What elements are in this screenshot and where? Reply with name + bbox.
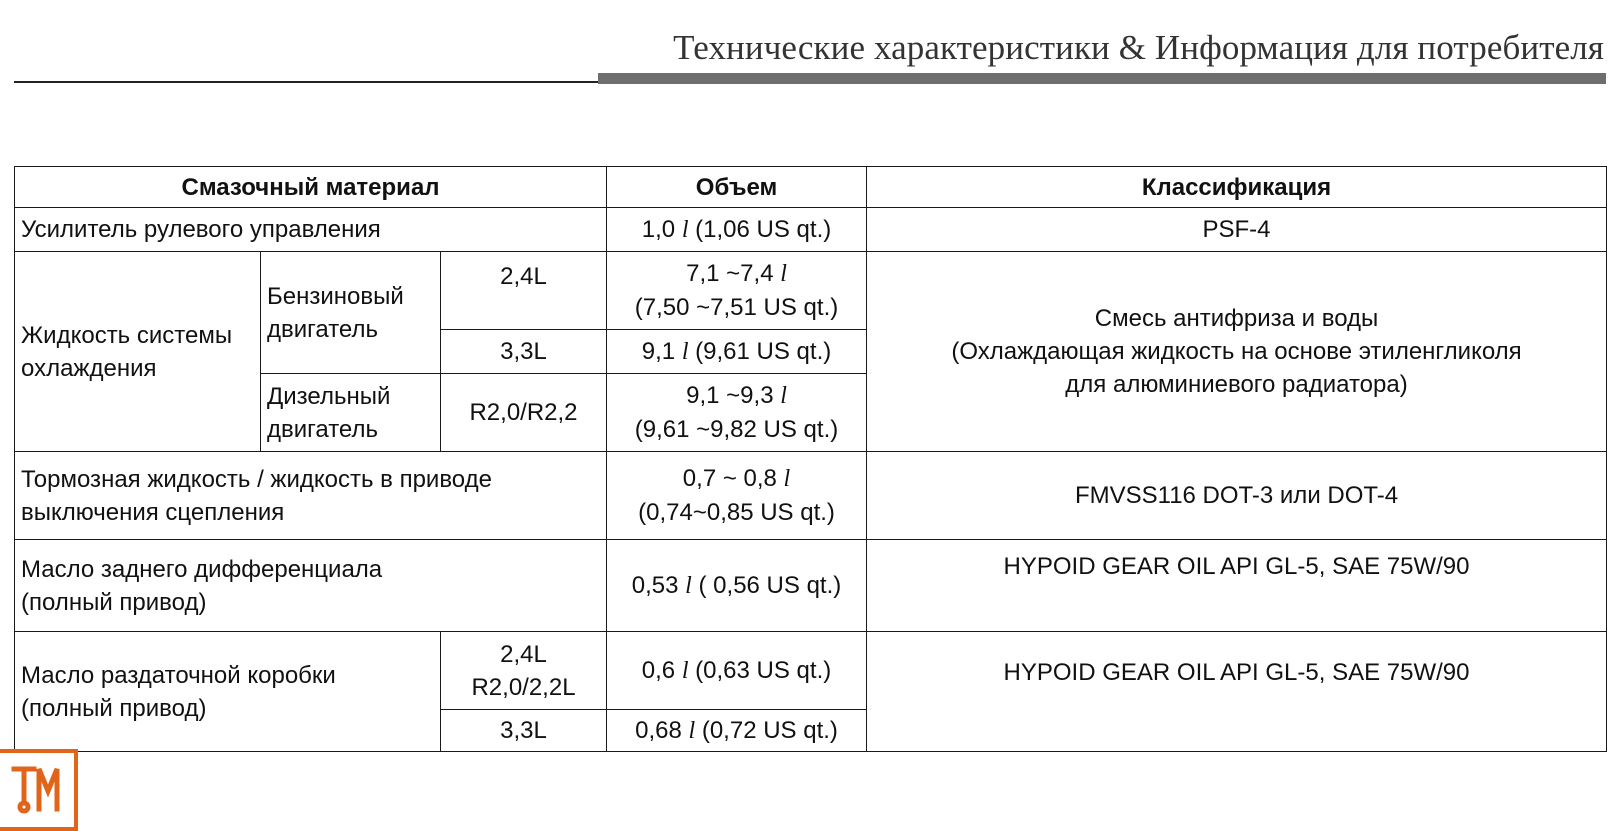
coolant-petrol-33-volume bbox=[607, 330, 867, 374]
page-title: Технические характеристики & Информация для потребителя bbox=[673, 28, 1604, 67]
coolant-petrol-engine: Бензиновый двигатель bbox=[261, 252, 441, 374]
volume-number: 0,6 bbox=[641, 656, 676, 684]
power-steering-volume bbox=[607, 208, 867, 252]
table-row-rear-diff bbox=[15, 540, 1607, 632]
transfer-case-volume-a bbox=[607, 632, 867, 710]
litre-unit: l bbox=[685, 572, 692, 599]
volume-number: 9,1 ~9,3 bbox=[686, 382, 774, 409]
power-steering-classification: PSF-4 bbox=[867, 208, 1607, 252]
table-header-row bbox=[15, 167, 1607, 208]
table-row-coolant-petrol-24 bbox=[15, 252, 1607, 330]
coolant-name: Жидкость системы охлаждения bbox=[15, 252, 261, 452]
coolant-classification-line: для алюминиевого радиатора) bbox=[1065, 371, 1408, 398]
coolant-petrol-24-volume bbox=[607, 252, 867, 330]
engine-code-line: 2,4L bbox=[500, 640, 547, 668]
volume-number: 0,7 ~ 0,8 bbox=[682, 465, 777, 492]
transfer-case-name bbox=[15, 632, 441, 752]
tm-logo-icon bbox=[8, 761, 66, 819]
litre-unit: l bbox=[780, 261, 787, 287]
volume-us: (7,50 ~7,51 US qt.) bbox=[634, 294, 839, 321]
litre-unit: l bbox=[688, 717, 696, 744]
transfer-case-name-line: (полный привод) bbox=[21, 694, 207, 722]
coolant-classification-line: Смесь антифриза и воды bbox=[1094, 305, 1379, 332]
volume-number: 7,1 ~7,4 bbox=[686, 260, 774, 287]
volume-number: 1,0 bbox=[641, 215, 676, 243]
engine-code-line: R2,0/2,2L bbox=[471, 673, 576, 701]
transfer-case-volume-b bbox=[607, 710, 867, 752]
header-rule-accent bbox=[598, 73, 1606, 84]
header-rule bbox=[14, 81, 599, 83]
coolant-diesel-volume bbox=[607, 374, 867, 452]
rear-diff-name bbox=[15, 540, 607, 632]
litre-unit: l bbox=[681, 338, 689, 365]
brake-fluid-volume bbox=[607, 452, 867, 540]
transfer-case-name-line: Масло раздаточной коробки bbox=[21, 661, 336, 689]
header-volume: Объем bbox=[607, 167, 867, 208]
header-lubricant: Смазочный материал bbox=[15, 167, 607, 208]
litre-unit: l bbox=[783, 466, 791, 492]
rear-diff-name-line: (полный привод) bbox=[21, 588, 207, 616]
volume-us: (0,63 US qt.) bbox=[695, 656, 832, 684]
brake-fluid-name: Тормозная жидкость / жидкость в приводе выключения сцепления bbox=[15, 452, 607, 540]
table-row-power-steering bbox=[15, 208, 1607, 252]
coolant-classification bbox=[867, 252, 1607, 452]
table-row-transfer-case-a bbox=[15, 632, 1607, 710]
coolant-diesel-engine-code: R2,0/R2,2 bbox=[441, 374, 607, 452]
coolant-diesel-engine: Дизельный двигатель bbox=[261, 374, 441, 452]
rear-diff-name-line: Масло заднего дифференциала bbox=[21, 555, 383, 583]
coolant-petrol-33-engine: 3,3L bbox=[441, 330, 607, 374]
transfer-case-classification: HYPOID GEAR OIL API GL-5, SAE 75W/90 bbox=[867, 632, 1607, 752]
power-steering-name: Усилитель рулевого управления bbox=[15, 208, 607, 252]
header-classification: Классификация bbox=[867, 167, 1607, 208]
transfer-case-engine-a bbox=[441, 632, 607, 710]
transfer-case-engine-b: 3,3L bbox=[441, 710, 607, 752]
litre-unit: l bbox=[780, 383, 787, 409]
rear-diff-volume bbox=[607, 540, 867, 632]
volume-us: (9,61 ~9,82 US qt.) bbox=[634, 416, 839, 443]
litre-unit: l bbox=[681, 657, 689, 684]
lubricant-spec-table bbox=[14, 166, 1607, 752]
volume-number: 0,68 bbox=[635, 716, 682, 744]
rear-diff-classification: HYPOID GEAR OIL API GL-5, SAE 75W/90 bbox=[867, 540, 1607, 632]
coolant-petrol-24-engine: 2,4L bbox=[441, 252, 607, 330]
volume-us: (0,74~0,85 US qt.) bbox=[638, 499, 835, 526]
brake-fluid-classification: FMVSS116 DOT-3 или DOT-4 bbox=[867, 452, 1607, 540]
litre-unit: l bbox=[681, 216, 689, 243]
volume-us: (1,06 US qt.) bbox=[695, 215, 832, 243]
tm-logo bbox=[0, 749, 78, 831]
volume-us: ( 0,56 US qt.) bbox=[698, 571, 842, 599]
volume-number: 9,1 bbox=[641, 337, 676, 365]
volume-us: (9,61 US qt.) bbox=[695, 337, 832, 365]
volume-number: 0,53 bbox=[631, 571, 679, 599]
coolant-classification-line: (Охлаждающая жидкость на основе этиленгликоля bbox=[951, 338, 1522, 365]
table-row-brake-fluid bbox=[15, 452, 1607, 540]
volume-us: (0,72 US qt.) bbox=[701, 716, 838, 744]
